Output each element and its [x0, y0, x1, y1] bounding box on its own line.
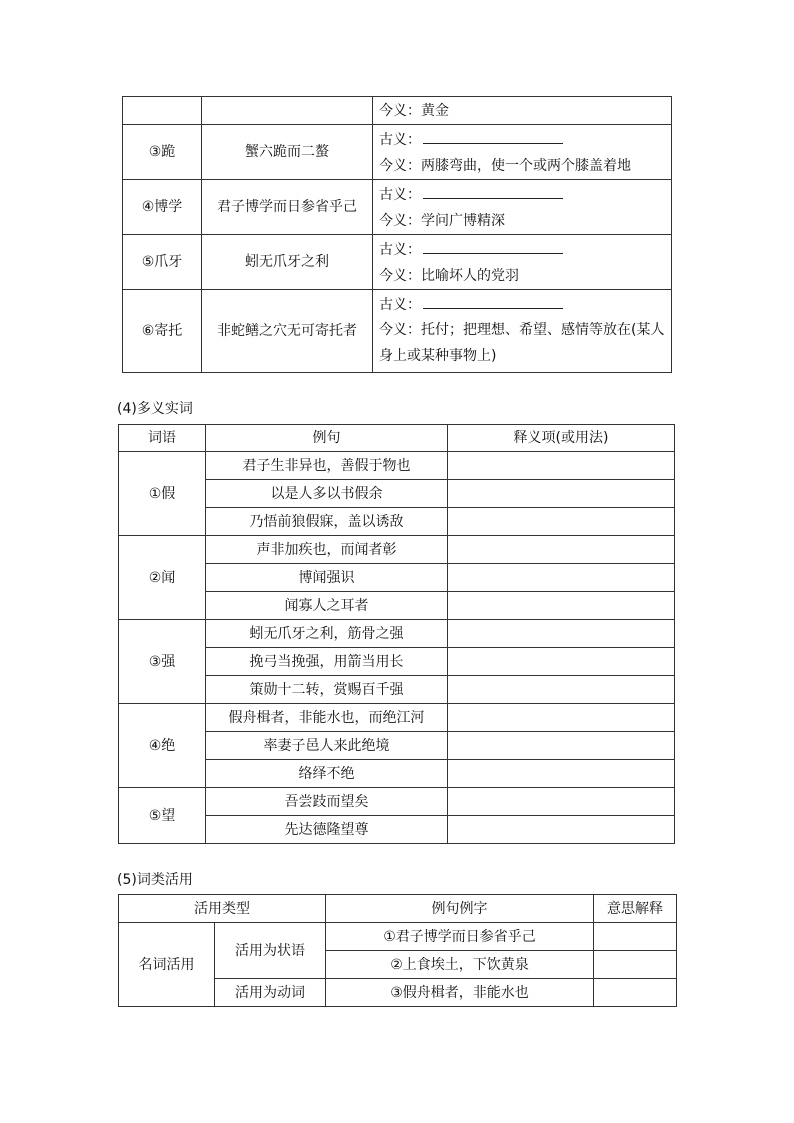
- example-cell: 声非加疾也，而闻者彰: [206, 536, 448, 564]
- table-row: [123, 97, 672, 125]
- category-cell: 名词活用: [119, 923, 215, 1007]
- modern-meaning: 今义：比喻坏人的党羽: [379, 268, 519, 284]
- answer-cell[interactable]: [448, 816, 675, 844]
- column-header: 意思解释: [594, 895, 677, 923]
- answer-cell[interactable]: [448, 704, 675, 732]
- column-header: 词语: [119, 425, 206, 452]
- example-cell: ①君子博学而日参省乎己: [326, 923, 594, 951]
- table-row: [123, 235, 672, 290]
- ancient-label: 古义：: [379, 297, 421, 313]
- answer-cell[interactable]: [448, 788, 675, 816]
- table-row: [119, 620, 675, 648]
- example-cell: 博闻强识: [206, 564, 448, 592]
- section-title: (5)词类活用: [117, 872, 193, 888]
- example-cell: 君子生非异也，善假于物也: [206, 452, 448, 480]
- table-row: [119, 788, 675, 816]
- word-cell: ⑤爪牙: [123, 235, 202, 290]
- ancient-label: 古义：: [379, 242, 421, 258]
- answer-blank[interactable]: [423, 184, 563, 199]
- answer-cell[interactable]: [448, 620, 675, 648]
- example-cell: 吾尝跂而望矣: [206, 788, 448, 816]
- answer-cell[interactable]: [448, 452, 675, 480]
- meaning-cell: [373, 235, 672, 290]
- answer-cell[interactable]: [448, 732, 675, 760]
- example-cell: 乃悟前狼假寐，盖以诱敌: [206, 508, 448, 536]
- example-cell: 假舟楫者，非能水也，而绝江河: [206, 704, 448, 732]
- example-cell: ③假舟楫者，非能水也: [326, 979, 594, 1007]
- answer-cell[interactable]: [594, 923, 677, 951]
- answer-cell[interactable]: [448, 564, 675, 592]
- polysemy-table: [118, 424, 675, 844]
- answer-blank[interactable]: [423, 294, 563, 309]
- modern-meaning: 今义：两膝弯曲，使一个或两个膝盖着地: [379, 158, 631, 174]
- table-row: [123, 180, 672, 235]
- word-cell: ⑥寄托: [123, 290, 202, 373]
- answer-blank[interactable]: [423, 239, 563, 254]
- subtype-cell: 活用为动词: [215, 979, 326, 1007]
- subtype-cell: 活用为状语: [215, 923, 326, 979]
- word-cell: ①假: [119, 452, 206, 536]
- column-header: 例句例字: [326, 895, 594, 923]
- column-header: 例句: [206, 425, 448, 452]
- answer-cell[interactable]: [594, 951, 677, 979]
- example-cell: 闻寡人之耳者: [206, 592, 448, 620]
- example-cell: 以是人多以书假余: [206, 480, 448, 508]
- ancient-label: 古义：: [379, 187, 421, 203]
- answer-cell[interactable]: [448, 508, 675, 536]
- word-cell: ③跪: [123, 125, 202, 180]
- answer-cell[interactable]: [448, 760, 675, 788]
- example-cell: 策勋十二转，赏赐百千强: [206, 676, 448, 704]
- modern-meaning: 今义：黄金: [373, 97, 672, 125]
- table-header-row: [119, 895, 677, 923]
- table-row: [119, 704, 675, 732]
- word-cell: ④绝: [119, 704, 206, 788]
- modern-meaning: 今义：学问广博精深: [379, 213, 505, 229]
- table-header-row: [119, 425, 675, 452]
- meaning-cell: [373, 125, 672, 180]
- example-cell: 非蛇鳝之穴无可寄托者: [202, 290, 373, 373]
- example-cell: 率妻子邑人来此绝境: [206, 732, 448, 760]
- word-class-shift-table: [118, 894, 677, 1007]
- column-header: 释义项(或用法): [448, 425, 675, 452]
- meaning-cell: [373, 180, 672, 235]
- modern-meaning: 今义：托付；把理想、希望、感情等放在(某人身上或某种事物上): [379, 322, 665, 364]
- example-cell: 蚓无爪牙之利，筋骨之强: [206, 620, 448, 648]
- answer-cell[interactable]: [448, 536, 675, 564]
- word-cell: ④博学: [123, 180, 202, 235]
- ancient-label: 古义：: [379, 132, 421, 148]
- example-cell: 蟹六跪而二螯: [202, 125, 373, 180]
- table-row: [119, 536, 675, 564]
- answer-cell[interactable]: [448, 592, 675, 620]
- example-cell: 君子博学而日参省乎己: [202, 180, 373, 235]
- ancient-modern-meaning-table: [122, 96, 672, 373]
- table-row: [119, 923, 677, 951]
- example-cell: 络绎不绝: [206, 760, 448, 788]
- table-row: [119, 452, 675, 480]
- answer-cell[interactable]: [594, 979, 677, 1007]
- answer-cell[interactable]: [448, 676, 675, 704]
- example-cell: 蚓无爪牙之利: [202, 235, 373, 290]
- example-cell: 挽弓当挽强，用箭当用长: [206, 648, 448, 676]
- column-header: 活用类型: [119, 895, 326, 923]
- answer-blank[interactable]: [423, 129, 563, 144]
- table-row: [123, 290, 672, 373]
- word-cell: ③强: [119, 620, 206, 704]
- word-cell: ②闻: [119, 536, 206, 620]
- section-title: (4)多义实词: [117, 401, 193, 417]
- example-cell: ②上食埃土，下饮黄泉: [326, 951, 594, 979]
- answer-cell[interactable]: [448, 648, 675, 676]
- example-cell: 先达德隆望尊: [206, 816, 448, 844]
- meaning-cell: [373, 290, 672, 373]
- answer-cell[interactable]: [448, 480, 675, 508]
- word-cell: ⑤望: [119, 788, 206, 844]
- table-row: [123, 125, 672, 180]
